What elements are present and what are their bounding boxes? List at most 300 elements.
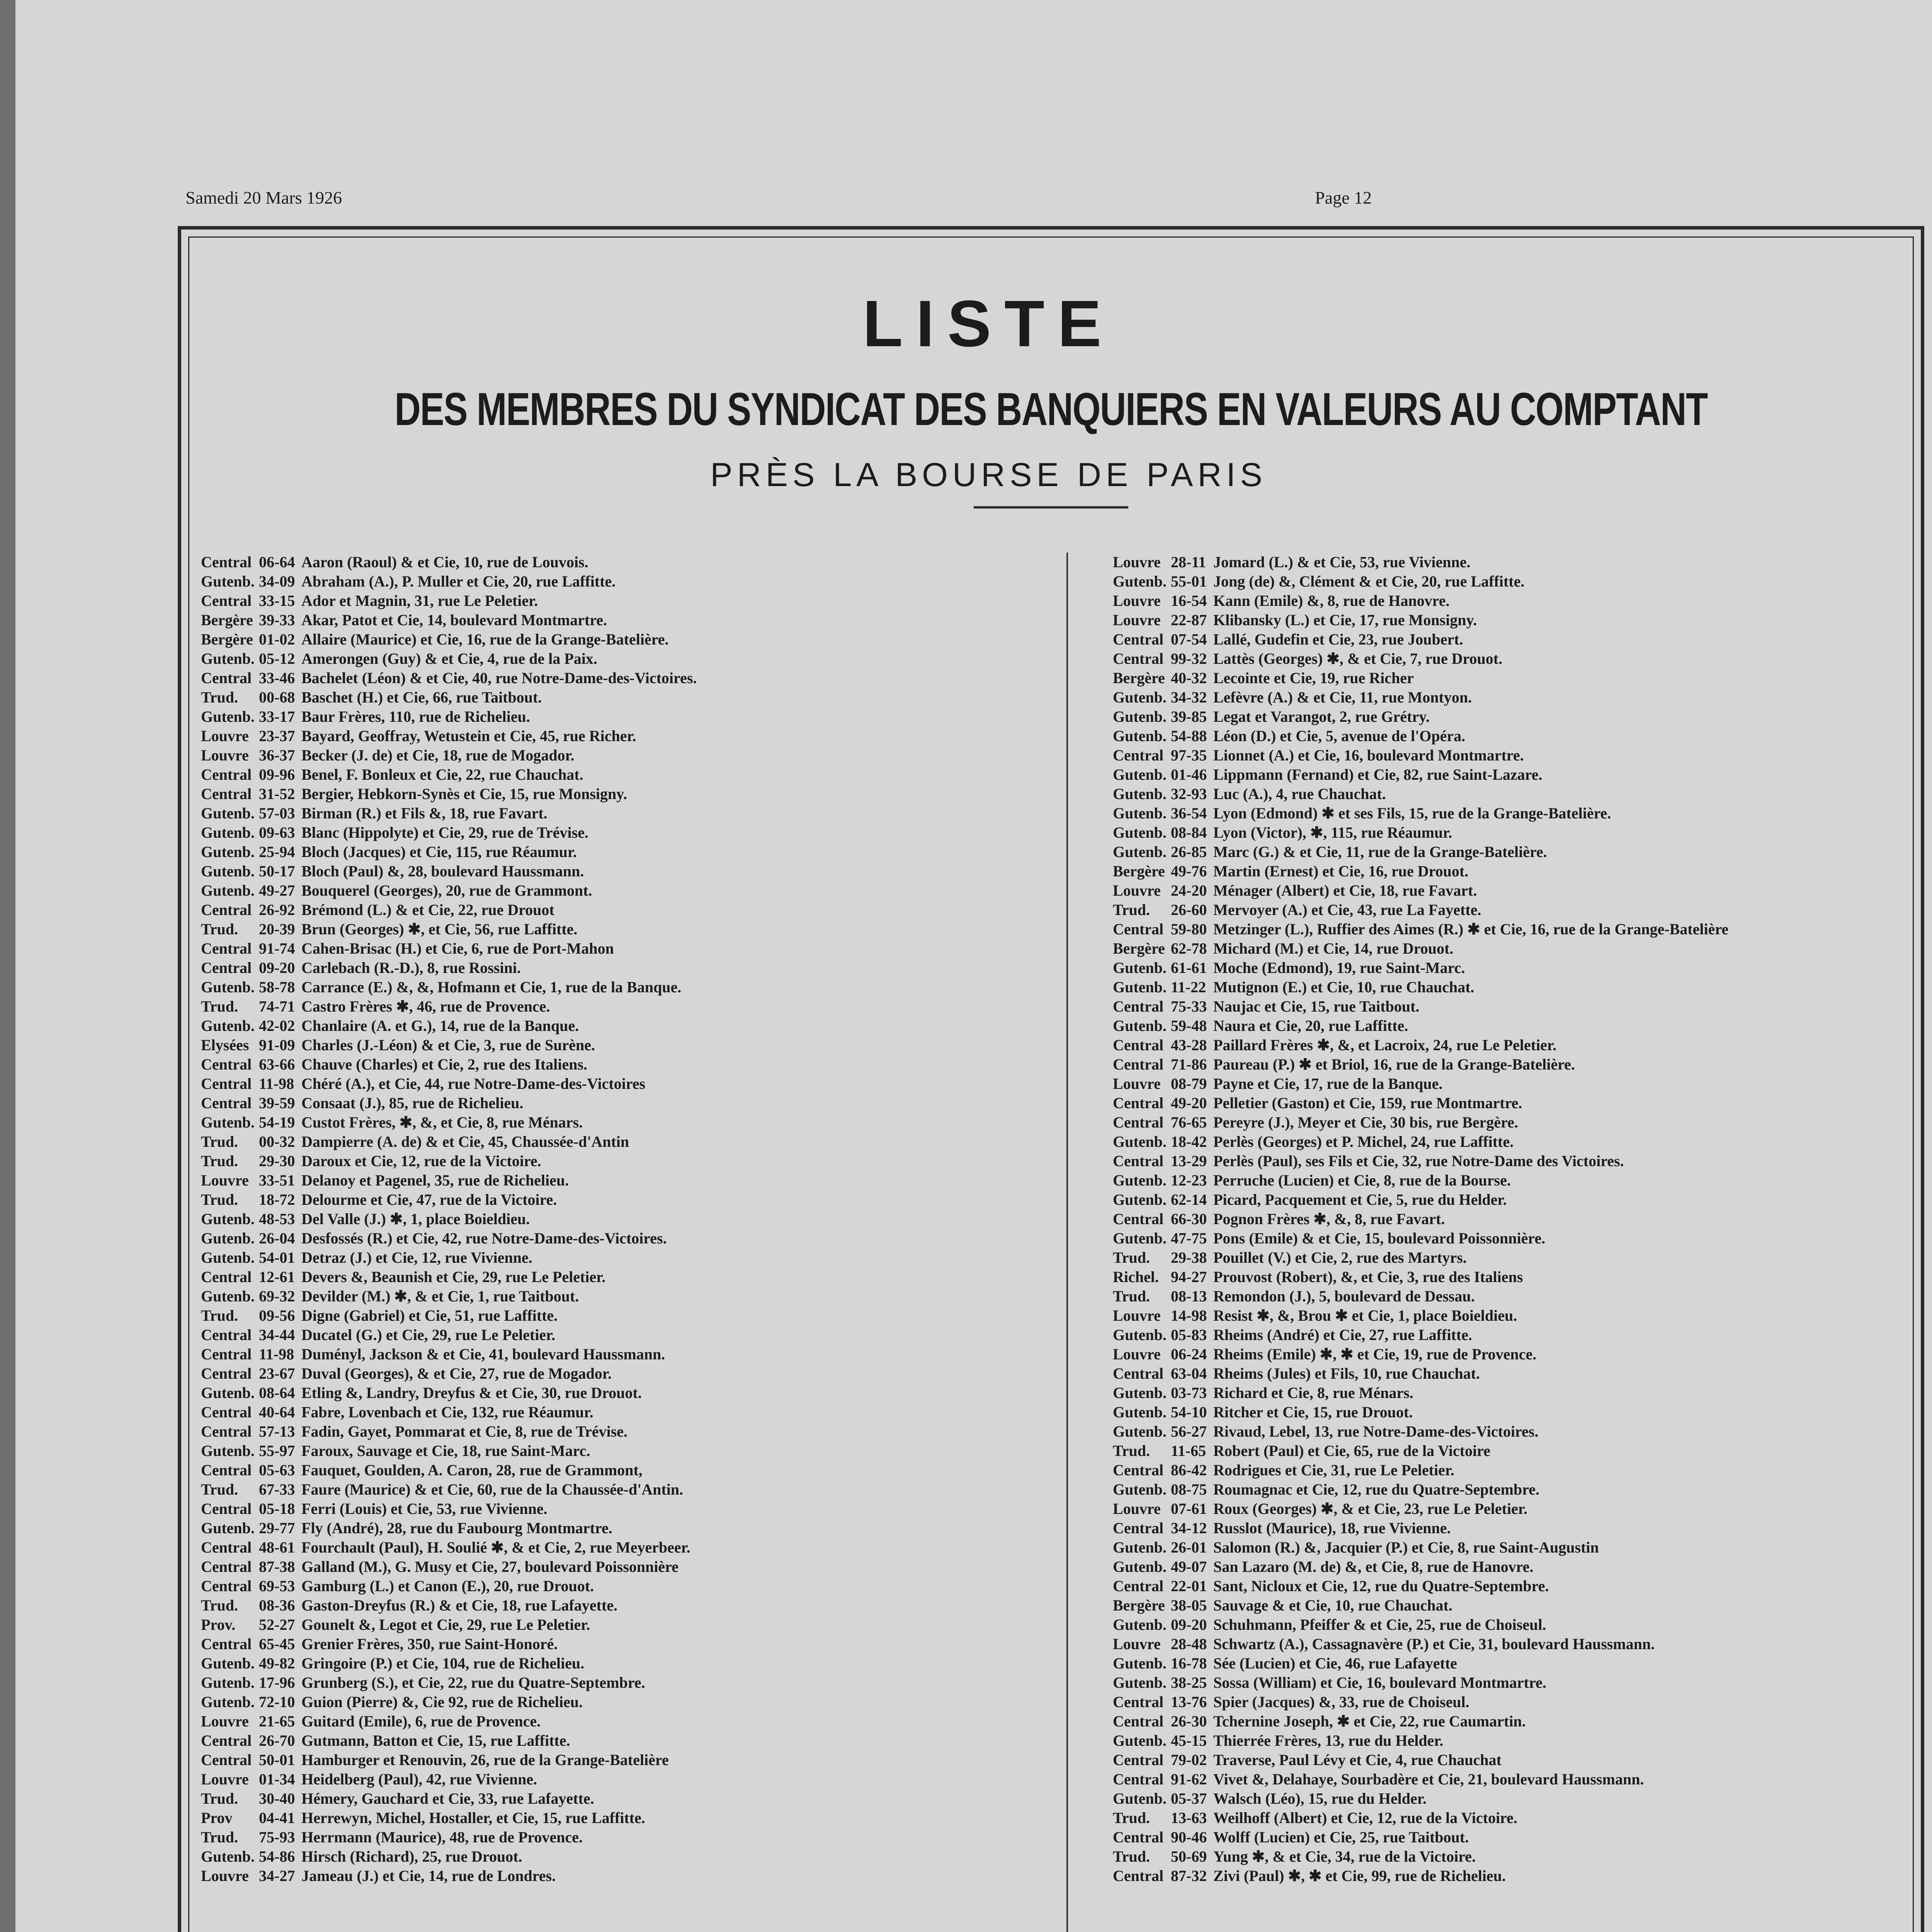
phone-exchange: Gutenb. bbox=[1113, 1017, 1167, 1034]
member-name: Digne (Gabriel) et Cie, 51, rue Laffitte. bbox=[301, 1307, 558, 1324]
phone-number: 65-45 bbox=[259, 1635, 295, 1653]
member-name: Baschet (H.) et Cie, 66, rue Taitbout. bbox=[301, 689, 542, 706]
member-row bbox=[201, 1770, 1024, 1789]
member-row bbox=[201, 997, 1024, 1016]
column-divider bbox=[1066, 553, 1068, 1932]
phone-number: 07-61 bbox=[1171, 1500, 1207, 1517]
phone-number: 13-29 bbox=[1171, 1152, 1207, 1170]
phone-number: 13-63 bbox=[1171, 1809, 1207, 1827]
phone-exchange: Richel. bbox=[1113, 1268, 1159, 1286]
member-row bbox=[1113, 1094, 1917, 1113]
member-name: Lippmann (Fernand) et Cie, 82, rue Saint-Lazare. bbox=[1213, 766, 1543, 783]
member-row bbox=[201, 1383, 1024, 1403]
phone-exchange: Bergère bbox=[1113, 862, 1165, 880]
member-name: Bayard, Geoffray, Wetustein et Cie, 45, rue Richer. bbox=[301, 727, 636, 745]
member-row bbox=[1113, 1789, 1917, 1808]
phone-exchange: Gutenb. bbox=[1113, 1558, 1167, 1575]
member-row bbox=[201, 591, 1024, 611]
phone-exchange: Gutenb. bbox=[1113, 824, 1167, 841]
phone-exchange: Trud. bbox=[1113, 1809, 1150, 1827]
phone-number: 47-75 bbox=[1171, 1230, 1207, 1247]
member-name: Rodrigues et Cie, 31, rue Le Peletier. bbox=[1213, 1461, 1454, 1479]
phone-number: 49-07 bbox=[1171, 1558, 1207, 1575]
member-row bbox=[201, 1789, 1024, 1808]
member-name: Traverse, Paul Lévy et Cie, 4, rue Chauchat bbox=[1213, 1751, 1502, 1769]
member-name: Legat et Varangot, 2, rue Grétry. bbox=[1213, 708, 1430, 725]
phone-exchange: Central bbox=[1113, 1365, 1164, 1382]
member-name: Fourchault (Paul), H. Soulié ✱, & et Cie, 2, rue Meyerbeer. bbox=[301, 1539, 690, 1556]
member-name: Bloch (Jacques) et Cie, 115, rue Réaumur. bbox=[301, 843, 577, 861]
member-name: Delanoy et Pagenel, 35, rue de Richelieu. bbox=[301, 1172, 569, 1189]
member-row bbox=[201, 1480, 1024, 1499]
phone-exchange: Central bbox=[1113, 631, 1164, 648]
phone-exchange: Central bbox=[201, 1345, 252, 1363]
member-row bbox=[201, 1557, 1024, 1577]
phone-number: 74-71 bbox=[259, 998, 295, 1015]
phone-number: 39-85 bbox=[1171, 708, 1207, 725]
member-name: Devers &, Beaunish et Cie, 29, rue Le Peletier. bbox=[301, 1268, 606, 1286]
phone-exchange: Elysées bbox=[201, 1036, 249, 1054]
phone-exchange: Central bbox=[1113, 1519, 1164, 1537]
member-name: Amerongen (Guy) & et Cie, 4, rue de la Paix. bbox=[301, 650, 597, 667]
phone-exchange: Gutenb. bbox=[201, 1017, 255, 1034]
member-row bbox=[201, 1634, 1024, 1654]
member-row bbox=[1113, 1750, 1917, 1770]
phone-exchange: Louvre bbox=[201, 1713, 249, 1730]
member-row bbox=[201, 726, 1024, 746]
member-row bbox=[201, 1828, 1024, 1847]
member-name: Hémery, Gauchard et Cie, 33, rue Lafayette. bbox=[301, 1790, 594, 1807]
phone-exchange: Gutenb. bbox=[1113, 1423, 1167, 1440]
member-name: Perlès (Georges) et P. Michel, 24, rue Laffitte. bbox=[1213, 1133, 1514, 1150]
phone-number: 18-42 bbox=[1171, 1133, 1207, 1150]
phone-number: 08-84 bbox=[1171, 824, 1207, 841]
member-name: Tchernine Joseph, ✱ et Cie, 22, rue Caumartin. bbox=[1213, 1713, 1526, 1730]
phone-number: 39-59 bbox=[259, 1094, 295, 1112]
phone-number: 42-02 bbox=[259, 1017, 295, 1034]
member-name: Gamburg (L.) et Canon (E.), 20, rue Drouot. bbox=[301, 1577, 594, 1595]
phone-exchange: Trud. bbox=[1113, 1848, 1150, 1865]
phone-number: 63-04 bbox=[1171, 1365, 1207, 1382]
member-row bbox=[201, 1267, 1024, 1287]
phone-number: 08-79 bbox=[1171, 1075, 1207, 1092]
member-name: Ducatel (G.) et Cie, 29, rue Le Peletier. bbox=[301, 1326, 556, 1344]
member-row bbox=[201, 1325, 1024, 1345]
member-name: Rheims (Emile) ✱, ✱ et Cie, 19, rue de Provence. bbox=[1213, 1345, 1537, 1363]
member-row bbox=[201, 1016, 1024, 1036]
phone-number: 48-53 bbox=[259, 1210, 295, 1228]
phone-number: 13-76 bbox=[1171, 1693, 1207, 1711]
member-name: Ferri (Louis) et Cie, 53, rue Vivienne. bbox=[301, 1500, 548, 1517]
phone-exchange: Louvre bbox=[1113, 611, 1161, 629]
member-row bbox=[201, 1094, 1024, 1113]
member-row bbox=[1113, 1287, 1917, 1306]
member-row bbox=[1113, 668, 1917, 688]
members-list-right bbox=[1113, 553, 1917, 1886]
member-row bbox=[201, 920, 1024, 939]
member-row bbox=[1113, 1171, 1917, 1190]
member-name: Paureau (P.) ✱ et Briol, 16, rue de la Grange-Batelière. bbox=[1213, 1056, 1575, 1073]
member-row bbox=[201, 1596, 1024, 1615]
member-name: Dampierre (A. de) & et Cie, 45, Chaussée-d'Antin bbox=[301, 1133, 629, 1150]
phone-exchange: Gutenb. bbox=[201, 1693, 255, 1711]
phone-number: 11-65 bbox=[1171, 1442, 1206, 1459]
phone-number: 03-73 bbox=[1171, 1384, 1207, 1401]
phone-exchange: Central bbox=[201, 592, 252, 609]
phone-exchange: Trud. bbox=[1113, 1287, 1150, 1305]
member-name: Lallé, Gudefin et Cie, 23, rue Joubert. bbox=[1213, 631, 1463, 648]
member-name: Walsch (Léo), 15, rue du Helder. bbox=[1213, 1790, 1427, 1807]
phone-exchange: Trud. bbox=[1113, 1249, 1150, 1266]
member-name: Castro Frères ✱, 46, rue de Provence. bbox=[301, 998, 550, 1015]
member-row bbox=[201, 958, 1024, 978]
member-row bbox=[1113, 823, 1917, 842]
member-name: Roux (Georges) ✱, & et Cie, 23, rue Le Peletier. bbox=[1213, 1500, 1527, 1517]
phone-number: 26-85 bbox=[1171, 843, 1207, 861]
phone-number: 06-64 bbox=[259, 553, 295, 571]
member-name: San Lazaro (M. de) &, et Cie, 8, rue de Hanovre. bbox=[1213, 1558, 1534, 1575]
member-name: Yung ✱, & et Cie, 34, rue de la Victoire. bbox=[1213, 1848, 1476, 1865]
phone-exchange: Bergère bbox=[1113, 669, 1165, 687]
member-row bbox=[201, 1364, 1024, 1383]
phone-number: 11-22 bbox=[1171, 978, 1206, 996]
phone-number: 33-46 bbox=[259, 669, 295, 687]
member-name: Kann (Emile) &, 8, rue de Hanovre. bbox=[1213, 592, 1450, 609]
member-name: Pouillet (V.) et Cie, 2, rue des Martyrs. bbox=[1213, 1249, 1467, 1266]
member-name: Fabre, Lovenbach et Cie, 132, rue Réaumur. bbox=[301, 1403, 594, 1421]
member-row bbox=[1113, 1615, 1917, 1634]
phone-number: 91-62 bbox=[1171, 1770, 1207, 1788]
phone-number: 94-27 bbox=[1171, 1268, 1207, 1286]
phone-number: 26-70 bbox=[259, 1732, 295, 1749]
phone-exchange: Gutenb. bbox=[201, 1655, 255, 1672]
phone-exchange: Central bbox=[201, 1751, 252, 1769]
member-row bbox=[201, 1615, 1024, 1634]
member-name: Vivet &, Delahaye, Sourbadère et Cie, 21, boulevard Haussmann. bbox=[1213, 1770, 1644, 1788]
phone-number: 09-20 bbox=[1171, 1616, 1207, 1633]
phone-number: 43-28 bbox=[1171, 1036, 1207, 1054]
phone-exchange: Central bbox=[1113, 1152, 1164, 1170]
phone-number: 20-39 bbox=[259, 920, 295, 938]
member-name: Payne et Cie, 17, rue de la Banque. bbox=[1213, 1075, 1443, 1092]
member-name: Pereyre (J.), Meyer et Cie, 30 bis, rue Bergère. bbox=[1213, 1114, 1518, 1131]
phone-number: 33-15 bbox=[259, 592, 295, 609]
member-name: Weilhoff (Albert) et Cie, 12, rue de la Victoire. bbox=[1213, 1809, 1517, 1827]
phone-exchange: Gutenb. bbox=[1113, 1790, 1167, 1807]
phone-exchange: Gutenb. bbox=[201, 862, 255, 880]
member-row bbox=[1113, 784, 1917, 804]
phone-exchange: Prov bbox=[201, 1809, 233, 1827]
member-name: Becker (J. de) et Cie, 18, rue de Mogador. bbox=[301, 747, 575, 764]
phone-exchange: Central bbox=[201, 1558, 252, 1575]
phone-exchange: Trud. bbox=[201, 1152, 238, 1170]
phone-number: 23-37 bbox=[259, 727, 295, 745]
member-name: Hamburger et Renouvin, 26, rue de la Grange-Batelière bbox=[301, 1751, 669, 1769]
phone-exchange: Gutenb. bbox=[201, 1848, 255, 1865]
phone-number: 99-32 bbox=[1171, 650, 1207, 667]
phone-exchange: Central bbox=[1113, 1867, 1164, 1884]
member-row bbox=[201, 1287, 1024, 1306]
title-liste: LISTE bbox=[862, 287, 1115, 361]
phone-number: 34-27 bbox=[259, 1867, 295, 1884]
phone-number: 22-87 bbox=[1171, 611, 1207, 629]
phone-exchange: Louvre bbox=[1113, 1500, 1161, 1517]
phone-number: 63-66 bbox=[259, 1056, 295, 1073]
phone-number: 09-20 bbox=[259, 959, 295, 976]
phone-number: 48-61 bbox=[259, 1539, 295, 1556]
phone-number: 26-01 bbox=[1171, 1539, 1207, 1556]
phone-exchange: Louvre bbox=[201, 1172, 249, 1189]
member-row bbox=[1113, 1441, 1917, 1461]
member-name: Rheims (Jules) et Fils, 10, rue Chauchat. bbox=[1213, 1365, 1480, 1382]
member-name: Naura et Cie, 20, rue Laffitte. bbox=[1213, 1017, 1408, 1034]
phone-number: 50-17 bbox=[259, 862, 295, 880]
member-name: Zivi (Paul) ✱, ✱ et Cie, 99, rue de Richelieu. bbox=[1213, 1867, 1506, 1884]
phone-number: 86-42 bbox=[1171, 1461, 1207, 1479]
phone-exchange: Trud. bbox=[201, 1828, 238, 1846]
phone-exchange: Gutenb. bbox=[201, 1287, 255, 1305]
member-row bbox=[1113, 591, 1917, 611]
phone-number: 05-83 bbox=[1171, 1326, 1207, 1344]
phone-number: 72-10 bbox=[259, 1693, 295, 1711]
member-name: Daroux et Cie, 12, rue de la Victoire. bbox=[301, 1152, 541, 1170]
member-row bbox=[201, 553, 1024, 572]
member-row bbox=[201, 1074, 1024, 1094]
phone-number: 29-30 bbox=[259, 1152, 295, 1170]
header-page-number: Page 12 bbox=[1315, 188, 1372, 207]
member-row bbox=[201, 630, 1024, 649]
member-name: Lattès (Georges) ✱, & et Cie, 7, rue Drouot. bbox=[1213, 650, 1503, 667]
phone-exchange: Gutenb. bbox=[1113, 708, 1167, 725]
member-row bbox=[1113, 958, 1917, 978]
phone-number: 28-48 bbox=[1171, 1635, 1207, 1653]
member-row bbox=[201, 1847, 1024, 1866]
phone-exchange: Central bbox=[1113, 1210, 1164, 1228]
member-row bbox=[1113, 978, 1917, 997]
member-row bbox=[1113, 1480, 1917, 1499]
phone-number: 05-63 bbox=[259, 1461, 295, 1479]
phone-exchange: Louvre bbox=[1113, 1307, 1161, 1324]
member-name: Léon (D.) et Cie, 5, avenue de l'Opéra. bbox=[1213, 727, 1466, 745]
member-name: Jameau (J.) et Cie, 14, rue de Londres. bbox=[301, 1867, 556, 1884]
phone-number: 23-67 bbox=[259, 1365, 295, 1382]
phone-exchange: Bergère bbox=[201, 611, 253, 629]
member-row bbox=[1113, 1132, 1917, 1151]
phone-exchange: Gutenb. bbox=[1113, 766, 1167, 783]
phone-number: 91-09 bbox=[259, 1036, 295, 1054]
phone-exchange: Central bbox=[201, 940, 252, 957]
phone-number: 54-01 bbox=[259, 1249, 295, 1266]
member-row bbox=[201, 1461, 1024, 1480]
phone-number: 50-69 bbox=[1171, 1848, 1207, 1865]
phone-exchange: Gutenb. bbox=[201, 1442, 255, 1459]
phone-exchange: Gutenb. bbox=[201, 824, 255, 841]
member-row bbox=[201, 688, 1024, 707]
member-name: Detraz (J.) et Cie, 12, rue Vivienne. bbox=[301, 1249, 532, 1266]
member-row bbox=[201, 1248, 1024, 1267]
phone-exchange: Central bbox=[1113, 747, 1164, 764]
phone-number: 11-98 bbox=[259, 1345, 294, 1363]
member-row bbox=[1113, 649, 1917, 668]
phone-exchange: Central bbox=[1113, 650, 1164, 667]
phone-number: 62-14 bbox=[1171, 1191, 1207, 1208]
member-row bbox=[1113, 1538, 1917, 1557]
phone-exchange: Central bbox=[1113, 1056, 1164, 1073]
member-name: Russlot (Maurice), 18, rue Vivienne. bbox=[1213, 1519, 1451, 1537]
members-list-left bbox=[201, 553, 1024, 1886]
member-name: Akar, Patot et Cie, 14, boulevard Montmartre. bbox=[301, 611, 607, 629]
member-name: Paillard Frères ✱, &, et Lacroix, 24, rue Le Peletier. bbox=[1213, 1036, 1557, 1054]
phone-number: 62-78 bbox=[1171, 940, 1207, 957]
member-name: Delourme et Cie, 47, rue de la Victoire. bbox=[301, 1191, 557, 1208]
member-row bbox=[201, 746, 1024, 765]
phone-exchange: Louvre bbox=[201, 727, 249, 745]
member-name: Roumagnac et Cie, 12, rue du Quatre-Septembre. bbox=[1213, 1481, 1539, 1498]
phone-number: 04-41 bbox=[259, 1809, 295, 1827]
phone-exchange: Gutenb. bbox=[201, 978, 255, 996]
member-name: Faure (Maurice) & et Cie, 60, rue de la Chaussée-d'Antin. bbox=[301, 1481, 684, 1498]
phone-exchange: Gutenb. bbox=[201, 1114, 255, 1131]
member-row bbox=[1113, 1461, 1917, 1480]
phone-number: 12-23 bbox=[1171, 1172, 1207, 1189]
member-row bbox=[201, 1731, 1024, 1750]
phone-exchange: Central bbox=[201, 901, 252, 918]
member-name: Gaston-Dreyfus (R.) & et Cie, 18, rue Lafayette. bbox=[301, 1597, 617, 1614]
phone-exchange: Gutenb. bbox=[201, 843, 255, 861]
member-row bbox=[201, 1692, 1024, 1712]
member-name: Lefèvre (A.) & et Cie, 11, rue Montyon. bbox=[1213, 689, 1472, 706]
phone-exchange: Gutenb. bbox=[1113, 1732, 1167, 1749]
member-name: Blanc (Hippolyte) et Cie, 29, rue de Trévise. bbox=[301, 824, 588, 841]
member-name: Chanlaire (A. et G.), 14, rue de la Banque. bbox=[301, 1017, 579, 1034]
phone-exchange: Gutenb. bbox=[1113, 959, 1167, 976]
phone-number: 29-38 bbox=[1171, 1249, 1207, 1266]
member-name: Jong (de) &, Clément & et Cie, 20, rue Laffitte. bbox=[1213, 573, 1525, 590]
member-name: Mervoyer (A.) et Cie, 43, rue La Fayette. bbox=[1213, 901, 1481, 918]
phone-exchange: Trud. bbox=[201, 1133, 238, 1150]
member-row bbox=[1113, 939, 1917, 958]
phone-number: 38-05 bbox=[1171, 1597, 1207, 1614]
phone-number: 75-93 bbox=[259, 1828, 295, 1846]
phone-exchange: Central bbox=[1113, 1461, 1164, 1479]
member-row bbox=[1113, 1306, 1917, 1325]
phone-number: 54-88 bbox=[1171, 727, 1207, 745]
member-row bbox=[201, 1403, 1024, 1422]
member-name: Lyon (Victor), ✱, 115, rue Réaumur. bbox=[1213, 824, 1452, 841]
member-name: Cahen-Brisac (H.) et Cie, 6, rue de Port-Mahon bbox=[301, 940, 614, 957]
member-row bbox=[1113, 1828, 1917, 1847]
phone-number: 49-20 bbox=[1171, 1094, 1207, 1112]
phone-exchange: Central bbox=[201, 1461, 252, 1479]
phone-number: 67-33 bbox=[259, 1481, 295, 1498]
phone-exchange: Central bbox=[1113, 1094, 1164, 1112]
member-name: Gringoire (P.) et Cie, 104, rue de Richelieu. bbox=[301, 1655, 585, 1672]
phone-number: 33-51 bbox=[259, 1172, 295, 1189]
member-row bbox=[1113, 746, 1917, 765]
member-row bbox=[1113, 1422, 1917, 1441]
phone-exchange: Louvre bbox=[1113, 1635, 1161, 1653]
member-row bbox=[1113, 1267, 1917, 1287]
member-name: Del Valle (J.) ✱, 1, place Boieldieu. bbox=[301, 1210, 530, 1228]
phone-exchange: Gutenb. bbox=[1113, 727, 1167, 745]
member-row bbox=[201, 900, 1024, 920]
member-name: Guion (Pierre) &, Cie 92, rue de Richelieu. bbox=[301, 1693, 583, 1711]
member-row bbox=[1113, 1036, 1917, 1055]
phone-exchange: Gutenb. bbox=[201, 1210, 255, 1228]
phone-exchange: Gutenb. bbox=[201, 882, 255, 899]
member-name: Abraham (A.), P. Muller et Cie, 20, rue Laffitte. bbox=[301, 573, 616, 590]
member-name: Brun (Georges) ✱, et Cie, 56, rue Laffitte. bbox=[301, 920, 578, 938]
member-row bbox=[201, 1499, 1024, 1519]
phone-exchange: Central bbox=[201, 553, 252, 571]
member-row bbox=[201, 1229, 1024, 1248]
phone-number: 31-52 bbox=[259, 785, 295, 803]
member-name: Herrmann (Maurice), 48, rue de Provence. bbox=[301, 1828, 583, 1846]
member-row bbox=[1113, 1383, 1917, 1403]
phone-exchange: Gutenb. bbox=[1113, 1655, 1167, 1672]
member-name: Prouvost (Robert), &, et Cie, 3, rue des Italiens bbox=[1213, 1268, 1523, 1286]
member-row bbox=[1113, 1113, 1917, 1132]
phone-number: 01-02 bbox=[259, 631, 295, 648]
phone-number: 75-33 bbox=[1171, 998, 1207, 1015]
member-name: Martin (Ernest) et Cie, 16, rue Drouot. bbox=[1213, 862, 1469, 880]
phone-number: 49-82 bbox=[259, 1655, 295, 1672]
member-row bbox=[201, 784, 1024, 804]
member-row bbox=[1113, 804, 1917, 823]
phone-exchange: Central bbox=[201, 766, 252, 783]
member-name: Moche (Edmond), 19, rue Saint-Marc. bbox=[1213, 959, 1465, 976]
member-row bbox=[201, 1345, 1024, 1364]
member-name: Klibansky (L.) et Cie, 17, rue Monsigny. bbox=[1213, 611, 1477, 629]
phone-exchange: Gutenb. bbox=[201, 1249, 255, 1266]
member-name: Luc (A.), 4, rue Chauchat. bbox=[1213, 785, 1386, 803]
member-row bbox=[201, 1808, 1024, 1828]
phone-exchange: Gutenb. bbox=[201, 650, 255, 667]
phone-number: 39-33 bbox=[259, 611, 295, 629]
member-name: Perlès (Paul), ses Fils et Cie, 32, rue Notre-Dame des Victoires. bbox=[1213, 1152, 1624, 1170]
member-row bbox=[201, 1132, 1024, 1151]
phone-number: 90-46 bbox=[1171, 1828, 1207, 1846]
member-row bbox=[201, 823, 1024, 842]
member-name: Devilder (M.) ✱, & et Cie, 1, rue Taitbout. bbox=[301, 1287, 579, 1305]
phone-exchange: Louvre bbox=[1113, 1345, 1161, 1363]
member-row bbox=[1113, 1345, 1917, 1364]
member-row bbox=[1113, 1577, 1917, 1596]
phone-number: 71-86 bbox=[1171, 1056, 1207, 1073]
member-row bbox=[1113, 1808, 1917, 1828]
phone-exchange: Central bbox=[1113, 1770, 1164, 1788]
member-name: Richard et Cie, 8, rue Ménars. bbox=[1213, 1384, 1413, 1401]
member-name: Etling &, Landry, Dreyfus & et Cie, 30, rue Drouot. bbox=[301, 1384, 642, 1401]
phone-number: 26-92 bbox=[259, 901, 295, 918]
phone-number: 40-64 bbox=[259, 1403, 295, 1421]
member-row bbox=[1113, 1847, 1917, 1866]
member-row bbox=[1113, 842, 1917, 862]
phone-number: 69-53 bbox=[259, 1577, 295, 1595]
member-name: Bloch (Paul) &, 28, boulevard Haussmann. bbox=[301, 862, 584, 880]
phone-exchange: Gutenb. bbox=[201, 1519, 255, 1537]
member-name: Custot Frères, ✱, &, et Cie, 8, rue Ménars. bbox=[301, 1114, 583, 1131]
member-row bbox=[201, 1866, 1024, 1886]
phone-number: 33-17 bbox=[259, 708, 295, 725]
phone-exchange: Gutenb. bbox=[1113, 1384, 1167, 1401]
member-row bbox=[201, 978, 1024, 997]
member-row bbox=[201, 765, 1024, 784]
page-header bbox=[185, 187, 1924, 208]
member-name: Robert (Paul) et Cie, 65, rue de la Victoire bbox=[1213, 1442, 1490, 1459]
member-row bbox=[201, 1673, 1024, 1692]
member-row bbox=[201, 881, 1024, 900]
